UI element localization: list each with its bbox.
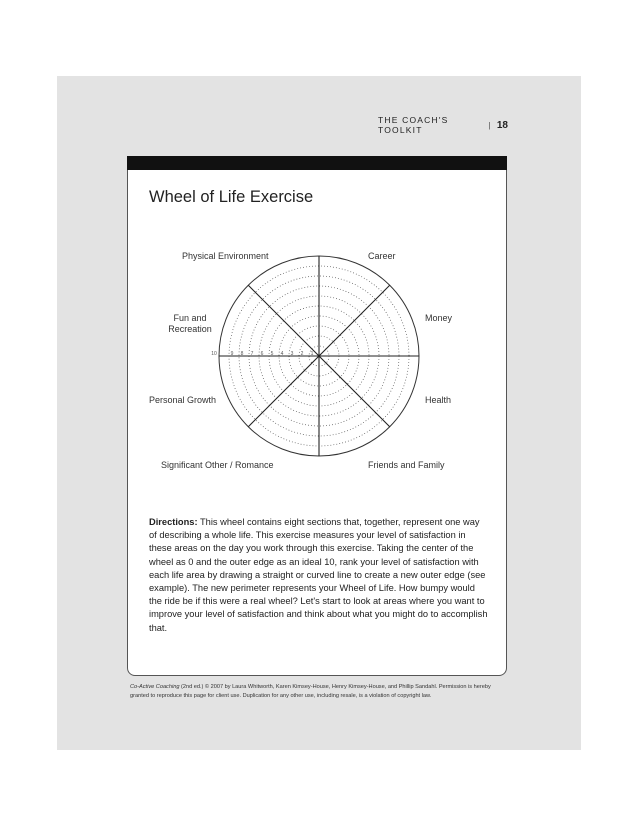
scale-tick-label: 7 — [250, 351, 254, 357]
scale-tick-label: 1 — [310, 351, 314, 357]
segment-label-career: Career — [368, 251, 396, 261]
scale-tick-label: 5 — [270, 351, 274, 357]
segment-label-physical-environment: Physical Environment — [182, 251, 269, 261]
segment-label-personal-growth: Personal Growth — [149, 395, 217, 405]
scale-tick-label: 10 — [211, 351, 217, 357]
scale-tick-label: 2 — [300, 351, 304, 357]
scale-tick-label: 9 — [230, 351, 234, 357]
segment-label-money: Money — [425, 313, 453, 323]
footer-text: (2nd ed.) © 2007 by Laura Whitworth, Karen Kimsey-House, Henry Kimsey-House, and Phillip Sandahl. Permission is hereby granted to reproduce this page for client use. Duplication for any other use, including resale, is a violation of copyright law. — [130, 684, 491, 699]
wheel-spoke — [248, 285, 319, 356]
footer-book-title: Co-Active Coaching — [130, 684, 180, 690]
directions-label: Directions: — [149, 517, 198, 527]
segment-label-fun-and-recreation: Fun and Recreation — [168, 313, 212, 334]
directions-text: This wheel contains eight sections that, together, represent one way of describing a whole life. This exercise measures your level of satisfaction in these areas on the day you work through this exercise. Taking the center of the wheel as 0 and the outer edge as an ideal 10, rank your level of satisfaction with each life area by drawing a straight or curved line to create a new outer edge (see example). The new perimeter represents your Wheel of Life. How bumpy would the ride be if this were a real wheel? Let's start to look at areas where you want to improve your level of satisfaction and think about what you might do to accomplish that. — [149, 517, 488, 633]
segment-label-health: Health — [425, 395, 452, 405]
scale-tick-label: 6 — [260, 351, 264, 357]
scale-tick-label: 3 — [290, 351, 294, 357]
directions-paragraph — [149, 516, 489, 635]
page-number: 18 — [496, 119, 508, 131]
wheel-spokes — [219, 256, 419, 456]
header-section-title: THE COACH'S TOOLKIT — [378, 115, 449, 135]
segment-label-significant-other: Significant Other / Romance — [161, 460, 274, 470]
wheel-spoke — [248, 356, 319, 427]
segment-label-friends-and-family: Friends and Family — [368, 460, 445, 470]
header-separator: | — [488, 120, 492, 130]
copyright-footer — [130, 683, 510, 700]
scale-tick-label: 4 — [280, 351, 284, 357]
exercise-title: Wheel of Life Exercise — [149, 188, 314, 206]
scale-tick-label: 8 — [240, 351, 244, 357]
